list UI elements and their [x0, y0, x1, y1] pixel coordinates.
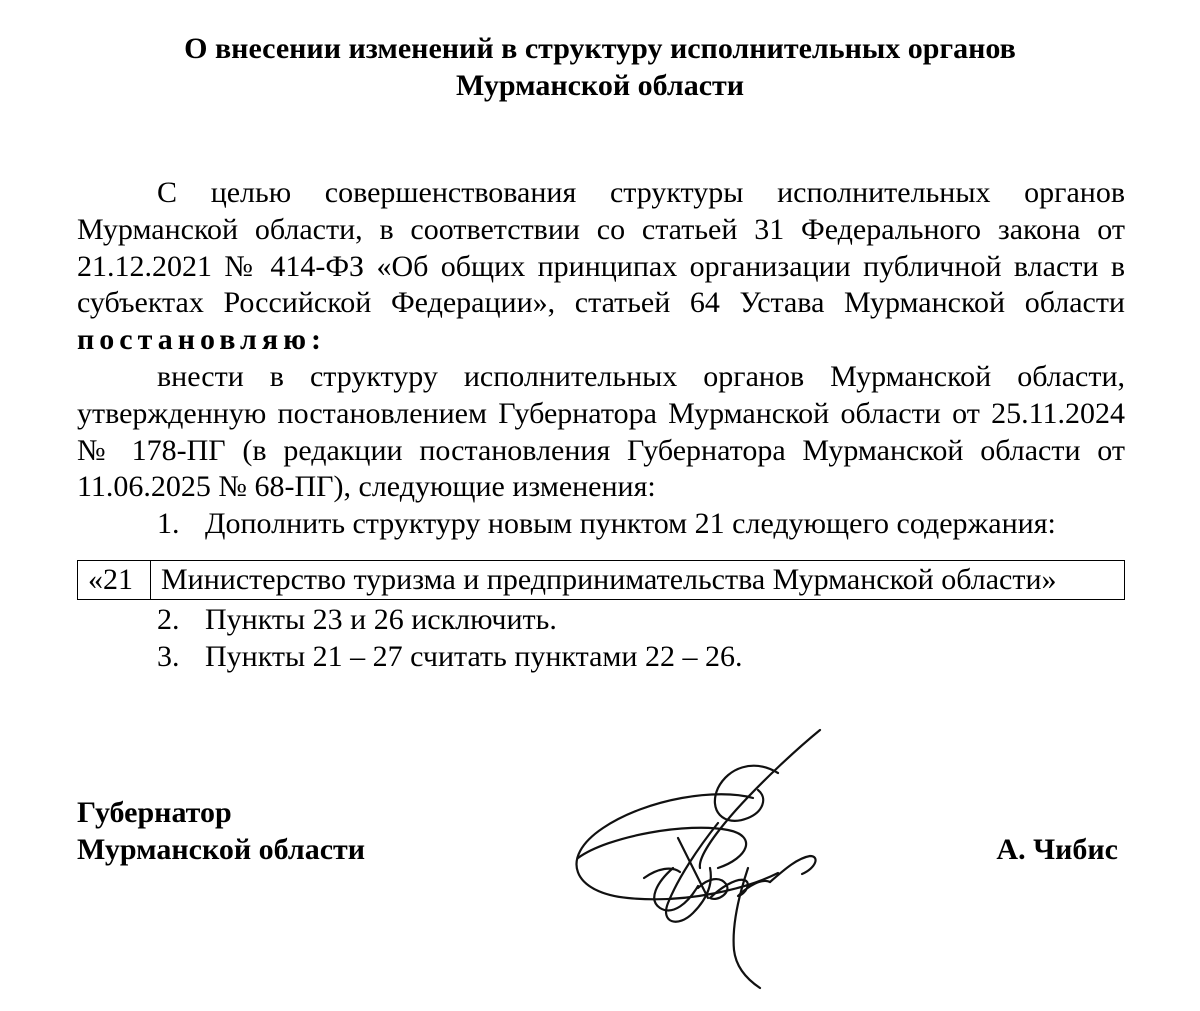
list-item-number: 1.	[157, 507, 180, 541]
decree-word: постановляю:	[77, 323, 327, 357]
structure-table	[77, 560, 1125, 600]
title-line-1: О внесении изменений в структуру исполнительных органов	[184, 32, 1016, 65]
preamble-text: С целью совершенствования структуры исполнительных органов Мурманской области, в соответствии со статьей 31 Федерального закона от 21.12.2021 № 414-ФЗ «Об общих принципах организации публичной власти в субъектах Российской Федерации», статьей 64 Устава Мурманской области	[77, 176, 1125, 320]
list-item-text: Дополнить структуру новым пунктом 21 следующего содержания:	[205, 507, 1056, 541]
signatory-position-line-2: Мурманской области	[77, 833, 366, 866]
list-item-3	[77, 639, 1125, 676]
table-cell-name: Министерство туризма и предпринимательства Мурманской области»	[151, 560, 1125, 599]
signatory-position	[77, 794, 365, 868]
list-item-text: Пункты 23 и 26 исключить.	[205, 602, 557, 636]
list-item-1	[77, 506, 1125, 543]
signatory-position-line-1: Губернатор	[77, 796, 232, 829]
list-item-number: 2.	[157, 602, 180, 636]
title-line-2: Мурманской области	[455, 69, 745, 102]
preamble-paragraph	[77, 175, 1125, 359]
document-title	[0, 30, 1200, 104]
handwritten-signature	[548, 718, 838, 1008]
structure-table-wrap	[77, 560, 1125, 600]
list-item-text: Пункты 21 – 27 считать пунктами 22 – 26.	[205, 639, 743, 673]
table-cell-number: «21	[78, 560, 151, 599]
list-item-number: 3.	[157, 639, 180, 673]
document-body	[77, 175, 1125, 676]
signatory-name: А. Чибис	[996, 833, 1118, 866]
table-row	[78, 560, 1125, 599]
amendment-intro-paragraph: внести в структуру исполнительных органов Мурманской области, утвержденную постановлением Губернатора Мурманской области от 25.11.2024 № 178-ПГ (в редакции постановления Губернатора Мурманской области от 11.06.2025 № 68-ПГ), следующие изменения:	[77, 359, 1125, 504]
list-item-2	[77, 602, 1125, 639]
